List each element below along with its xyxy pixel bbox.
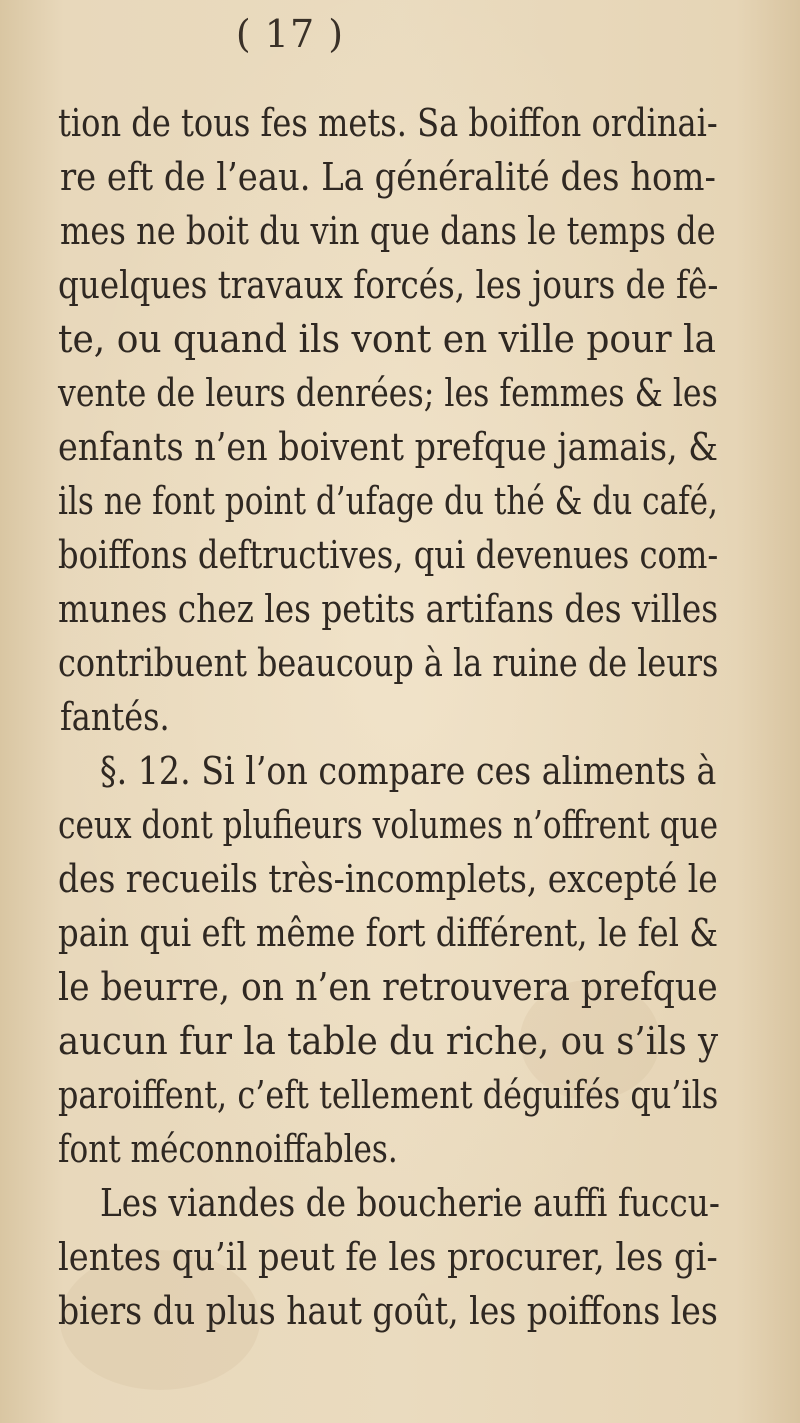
text-line: aucun fur la table du riche, ou s’ils y xyxy=(58,1019,719,1063)
text-line: paroiffent, c’eft tellement déguifés qu’ils xyxy=(58,1073,719,1117)
text-line: quelques travaux forcés, les jours de fê- xyxy=(58,263,719,307)
text-line: vente de leurs denrées; les femmes & les xyxy=(58,371,718,415)
text-line: font méconnoiffables. xyxy=(58,1127,398,1171)
text-line: §. 12. Si l’on compare ces aliments à xyxy=(100,749,717,793)
text-line: ils ne font point d’ufage du thé & du café, xyxy=(58,479,718,523)
text-line: biers du plus haut goût, les poiffons les xyxy=(58,1289,718,1333)
text-line: lentes qu’il peut fe les procurer, les gi- xyxy=(58,1235,718,1279)
text-line: tion de tous fes mets. Sa boiffon ordinai- xyxy=(58,101,718,145)
text-line: te, ou quand ils vont en ville pour la xyxy=(58,317,717,361)
text-line: munes chez les petits artifans des villes xyxy=(58,587,719,631)
text-line: boiffons deftructives, qui devenues com- xyxy=(58,533,719,577)
text-line: re eft de l’eau. La généralité des hom- xyxy=(60,155,716,199)
text-line: des recueils très-incomplets, excepté le xyxy=(58,857,718,901)
text-line: ceux dont plufieurs volumes n’offrent que xyxy=(58,803,719,847)
text-line: enfants n’en boivent prefque jamais, & xyxy=(58,425,718,469)
page-number: ( 17 ) xyxy=(235,12,345,56)
text-line: fantés. xyxy=(60,695,170,739)
text-line: le beurre, on n’en retrouvera prefque xyxy=(58,965,718,1009)
text-line: Les viandes de boucherie auffi fuccu- xyxy=(100,1181,720,1225)
text-line: mes ne boit du vin que dans le temps de xyxy=(60,209,716,253)
text-line: pain qui eft même fort différent, le fel & xyxy=(58,911,719,955)
text-line: contribuent beaucoup à la ruine de leurs xyxy=(58,641,719,685)
